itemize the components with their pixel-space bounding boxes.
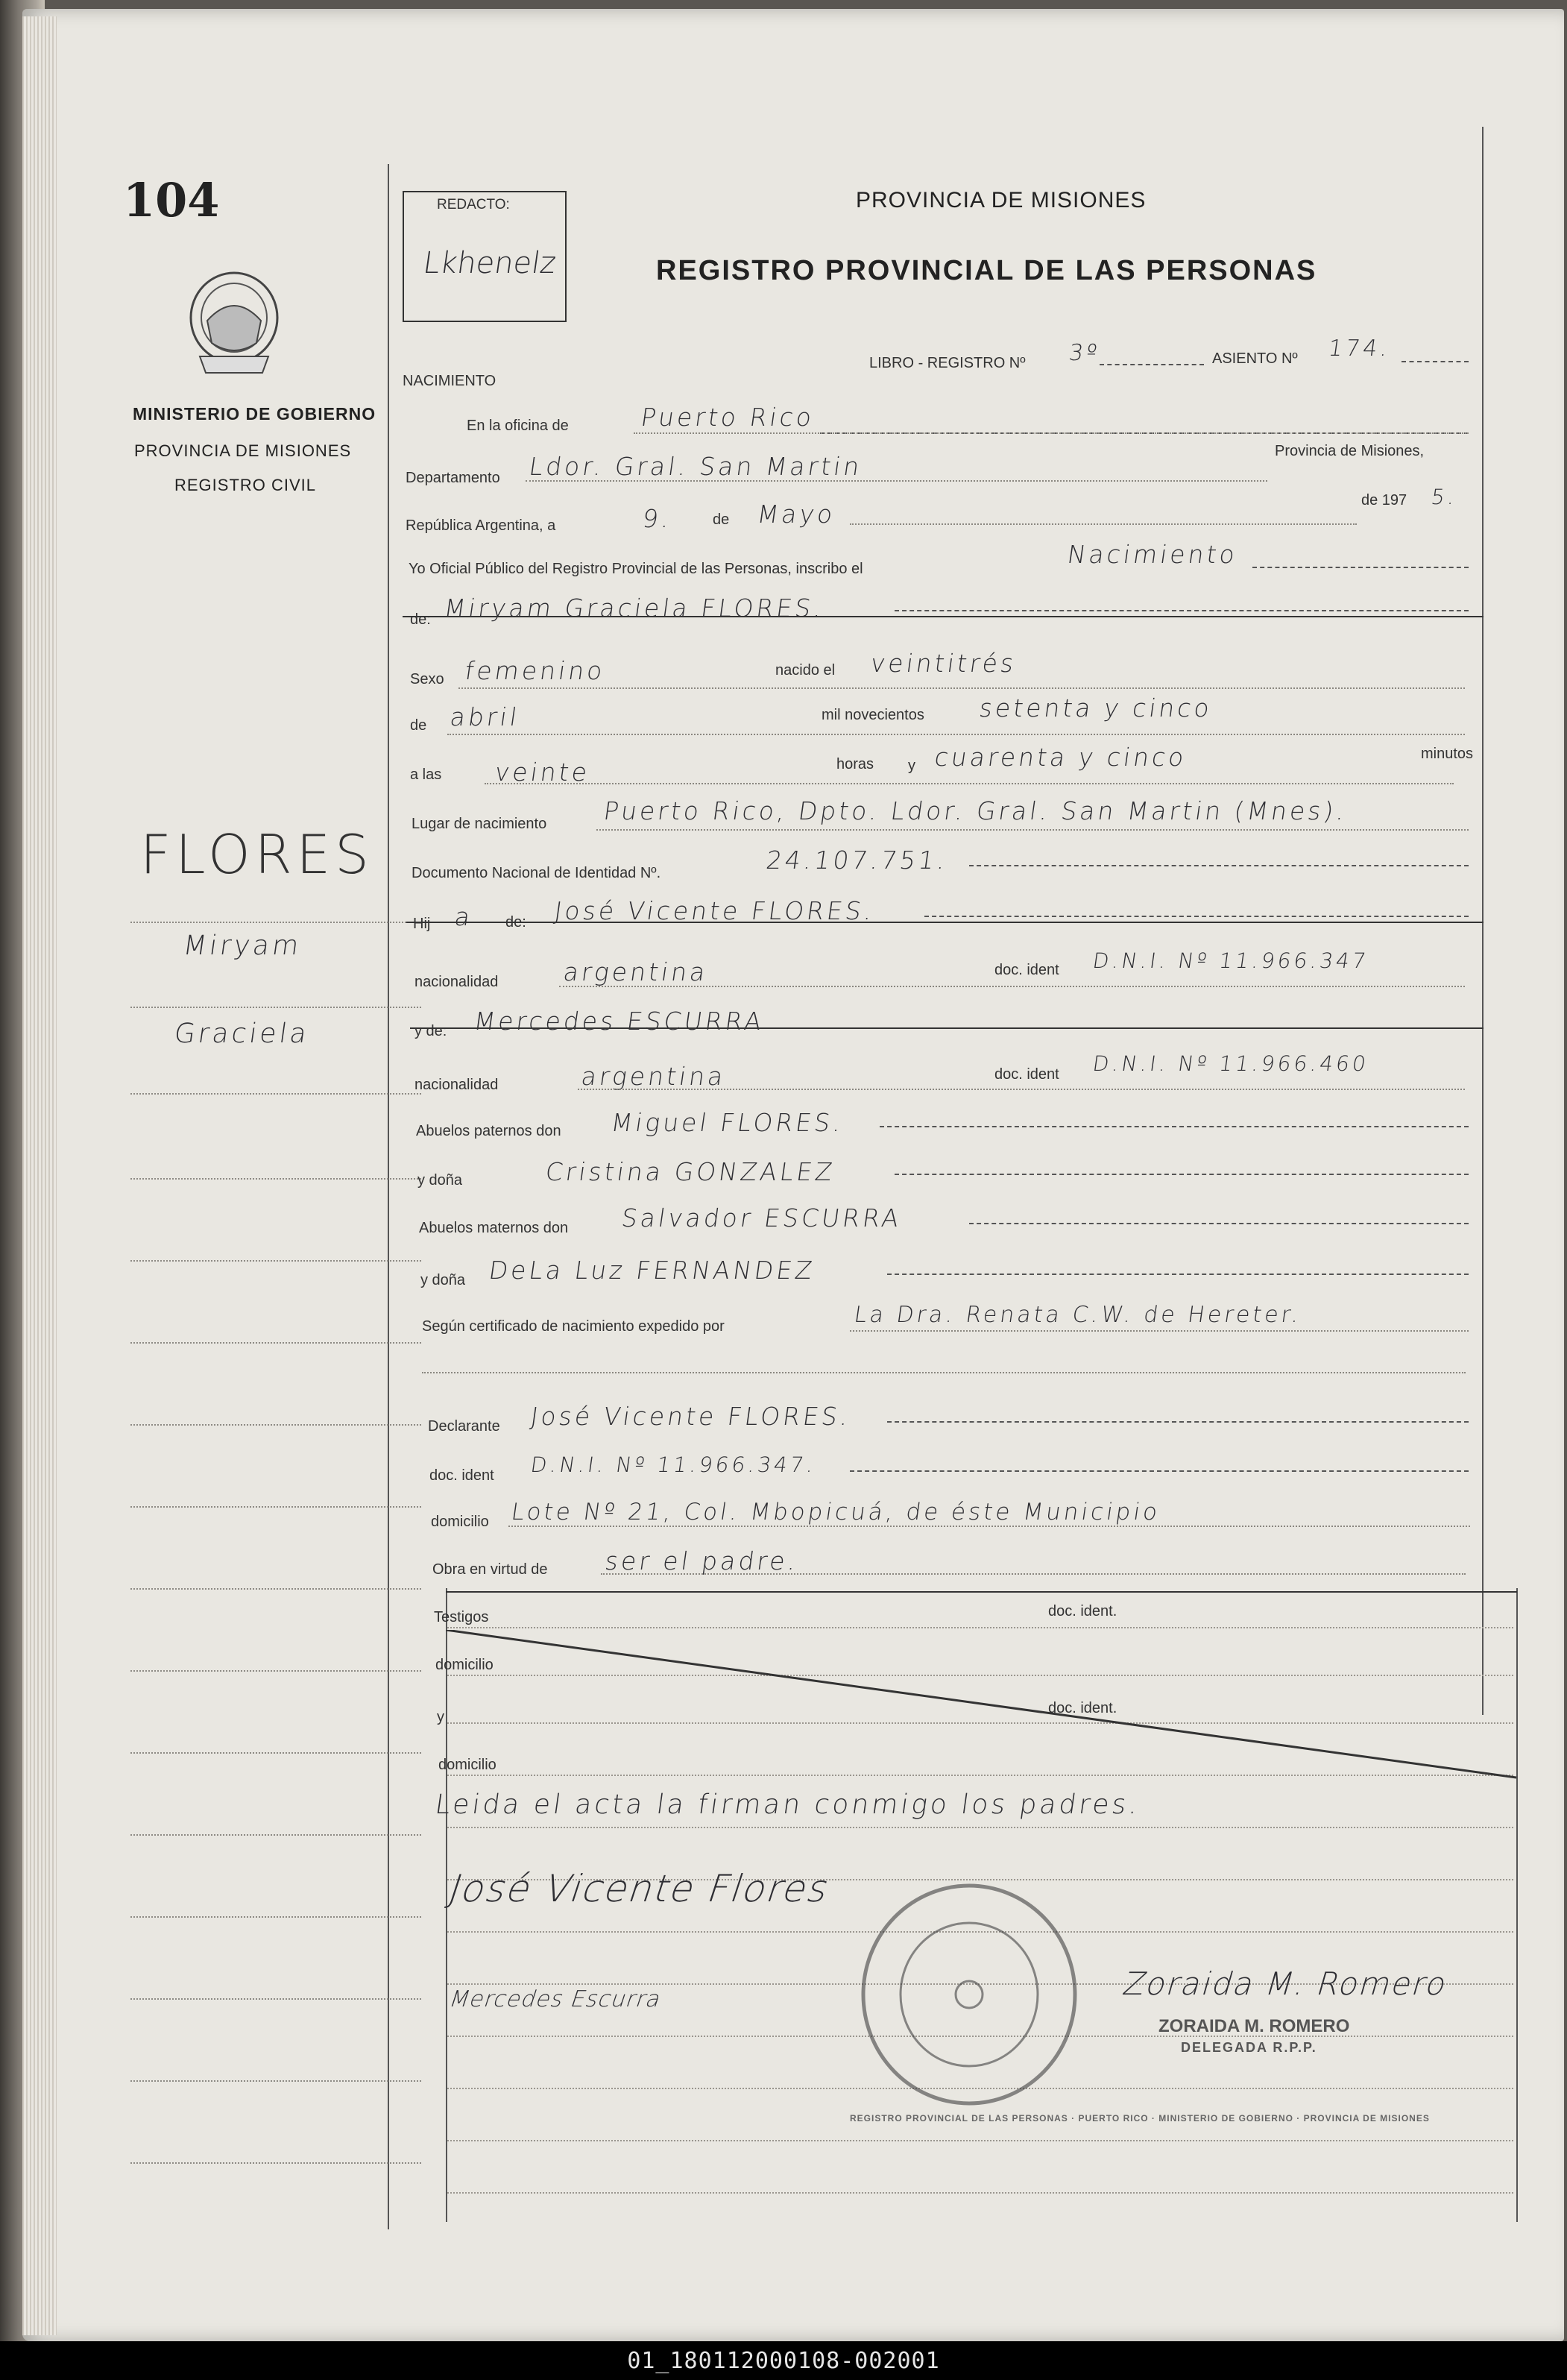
nacionalidad-madre: argentina	[579, 1062, 728, 1091]
row-underline	[403, 616, 1484, 617]
province-header: PROVINCIA DE MISIONES	[856, 188, 1147, 212]
horas-value: veinte	[493, 758, 592, 787]
margin-line	[130, 1670, 421, 1672]
domicilio-label: domicilio	[435, 1657, 494, 1673]
lugar-value: Puerto Rico, Dpto. Ldor. Gral. San Martin (Mnes).	[602, 796, 1349, 825]
row-dash	[887, 1421, 1469, 1423]
margin-line	[130, 1424, 421, 1426]
redacto-signature: Lkhenelz	[420, 246, 558, 280]
ministry-label: MINISTERIO DE GOBIERNO	[133, 404, 376, 424]
seal-text: REGISTRO PROVINCIAL DE LAS PERSONAS · PUERTO RICO · MINISTERIO DE GOBIERNO · PROVINCIA DE MISIONES	[850, 2113, 1430, 2124]
obra-label: Obra en virtud de	[432, 1561, 548, 1578]
nacido-label: nacido el	[775, 662, 836, 679]
libro-label: LIBRO - REGISTRO Nº	[869, 355, 1026, 371]
margin-line	[130, 1093, 421, 1095]
redacto-label: REDACTO:	[437, 197, 510, 212]
testigos-doc-label-2: doc. ident.	[1048, 1700, 1117, 1716]
sexo-label: Sexo	[410, 671, 444, 687]
nacido-value: veintitrés	[868, 649, 1019, 678]
document-title: REGISTRO PROVINCIAL DE LAS PERSONAS	[656, 255, 1317, 286]
row-line	[508, 1526, 1470, 1527]
de-label: de:	[410, 611, 431, 628]
asiento-label: ASIENTO Nº	[1212, 350, 1298, 367]
row-dash	[895, 1174, 1469, 1175]
hijo-de-label: de:	[505, 914, 526, 931]
bottom-line	[447, 2140, 1513, 2141]
row-dash	[887, 1274, 1469, 1275]
row-underline	[406, 922, 1484, 923]
frame-right	[1482, 127, 1484, 1715]
oficina-label: En la oficina de	[467, 418, 569, 434]
row-dash	[895, 610, 1469, 611]
obra-value: ser el padre.	[603, 1546, 801, 1575]
official-seal-icon	[857, 1883, 1081, 2106]
anio-value: 5.	[1429, 485, 1460, 509]
margin-line	[130, 1178, 421, 1180]
margin-line	[130, 1588, 421, 1590]
dni-label: Documento Nacional de Identidad Nº.	[412, 865, 661, 881]
doc-madre: D.N.I. Nº 11.966.460	[1091, 1051, 1371, 1076]
dni-value: 24.107.751.	[764, 846, 950, 875]
row-line	[526, 480, 1267, 482]
y-label: y	[437, 1709, 444, 1725]
minutos-value: cuarenta y cinco	[933, 743, 1189, 772]
registry-label: REGISTRO CIVIL	[174, 476, 317, 494]
asiento-value: 174.	[1326, 336, 1393, 362]
row-line	[458, 687, 1465, 689]
domicilio-label: domicilio	[431, 1514, 489, 1530]
signature-mother: Mercedes Escurra	[446, 1986, 666, 2012]
mes-value: Mayo	[755, 500, 838, 529]
departamento-value: Ldor. Gral. San Martin	[527, 452, 865, 481]
de-label: de	[713, 511, 730, 528]
row-line	[578, 1089, 1465, 1090]
abuelos-paternos-label: Abuelos paternos don	[416, 1123, 561, 1139]
dia-value: 9.	[640, 504, 675, 533]
y-dona-label: y doña	[420, 1272, 466, 1288]
doc-declarante-label: doc. ident	[429, 1467, 494, 1484]
margin-second-name: Graciela	[172, 1019, 312, 1049]
row-line	[422, 1372, 1466, 1373]
margin-line	[130, 1752, 421, 1754]
row-dash	[969, 865, 1469, 866]
abuelo-paterno: Miguel FLORES.	[609, 1108, 846, 1137]
asiento-dash	[1402, 361, 1469, 362]
domicilio-label: domicilio	[438, 1757, 496, 1773]
inscribo-label: Yo Oficial Público del Registro Provincial de las Personas, inscribo el	[409, 561, 863, 577]
frame-left	[388, 164, 389, 2229]
declarante-label: Declarante	[428, 1418, 500, 1435]
margin-line	[130, 1260, 421, 1262]
y-de-label: y de:	[414, 1023, 447, 1039]
section-label: NACIMIENTO	[403, 373, 496, 389]
certificado-value: La Dra. Renata C.W. de Hereter.	[852, 1302, 1304, 1328]
row-dash	[1252, 567, 1469, 568]
row-line	[485, 783, 1454, 784]
row-line	[601, 1573, 1466, 1575]
testigos-doc-label: doc. ident.	[1048, 1603, 1117, 1619]
y-label: y	[908, 758, 915, 774]
row-line	[634, 432, 1469, 434]
abuelos-maternos-label: Abuelos maternos don	[419, 1220, 569, 1236]
row-line	[850, 523, 1357, 525]
libro-value: 3º	[1067, 340, 1102, 366]
page-number: 104	[123, 173, 220, 227]
hijo-label: Hij	[413, 916, 431, 932]
registrar-name: ZORAIDA M. ROMERO	[1158, 2016, 1350, 2036]
domicilio-value: Lote Nº 21, Col. Mbopicuá, de éste Municipio	[509, 1499, 1162, 1526]
margin-line	[130, 1506, 421, 1508]
anio-nac-value: setenta y cinco	[977, 693, 1214, 722]
testigos-line	[447, 1627, 1513, 1628]
libro-dash	[1100, 364, 1204, 365]
margin-line	[130, 922, 421, 923]
signature-father: José Vicente Flores	[443, 1867, 837, 1910]
horas-label: horas	[836, 756, 874, 772]
row-line	[596, 829, 1469, 831]
margin-line	[130, 1834, 421, 1836]
margin-surname: FLORES	[140, 823, 373, 886]
closing-line	[447, 1827, 1513, 1828]
margin-line	[130, 1916, 421, 1918]
testigos-label: Testigos	[434, 1609, 489, 1625]
doc-declarante: D.N.I. Nº 11.966.347.	[529, 1452, 818, 1477]
nacionalidad-label: nacionalidad	[414, 1077, 499, 1093]
anio-label: de 197	[1361, 492, 1407, 509]
registrar-title: DELEGADA R.P.P.	[1181, 2040, 1317, 2055]
nombre-value: Miryam Graciela FLORES.	[442, 594, 827, 623]
abuelo-materno: Salvador ESCURRA	[619, 1203, 904, 1232]
de-label: de	[410, 717, 427, 734]
lugar-label: Lugar de nacimiento	[412, 816, 547, 832]
nacionalidad-label: nacionalidad	[414, 974, 499, 990]
padre-value: José Vicente FLORES.	[552, 896, 877, 925]
declarante-value: José Vicente FLORES.	[529, 1402, 854, 1431]
republica-label: República Argentina, a	[406, 517, 556, 534]
cancel-diagonal	[446, 1630, 1519, 1779]
inscribo-value: Nacimiento	[1065, 540, 1240, 569]
row-dash	[969, 1223, 1469, 1224]
madre-value: Mercedes ESCURRA	[472, 1007, 766, 1036]
coat-of-arms-icon	[185, 268, 283, 380]
hijo-suffix: a	[453, 902, 475, 931]
bottom-line	[447, 2192, 1513, 2194]
doc-label: doc. ident	[994, 962, 1059, 978]
row-dash	[880, 1126, 1469, 1127]
row-underline	[410, 1027, 1484, 1029]
abuela-materna: DeLa Luz FERNANDEZ	[487, 1256, 817, 1285]
doc-padre: D.N.I. Nº 11.966.347	[1091, 948, 1371, 973]
nacionalidad-padre: argentina	[561, 957, 710, 986]
row-line	[559, 986, 1465, 987]
oficina-value: Puerto Rico	[639, 403, 816, 432]
row-line	[850, 1330, 1469, 1332]
certificado-label: Según certificado de nacimiento expedido por	[422, 1318, 725, 1335]
mes-nac-value: abril	[448, 702, 522, 731]
y-dona-label: y doña	[417, 1172, 463, 1189]
abuela-paterna: Cristina GONZALEZ	[543, 1157, 837, 1186]
testigos-top-line	[446, 1591, 1517, 1593]
row-dash	[850, 1470, 1469, 1472]
image-id-footer: 01_180112000108-002001	[0, 2341, 1567, 2380]
a-las-label: a las	[410, 766, 442, 783]
sexo-value: femenino	[463, 656, 608, 685]
closing-text: Leida el acta la firman conmigo los padres.	[433, 1789, 1143, 1820]
row-dash	[924, 916, 1469, 917]
province-label: PROVINCIA DE MISIONES	[134, 441, 352, 460]
margin-line	[130, 1342, 421, 1344]
signature-registrar: Zoraida M. Romero	[1118, 1965, 1453, 2002]
mil-label: mil novecientos	[822, 707, 924, 723]
provincia-label: Provincia de Misiones,	[1275, 443, 1425, 459]
departamento-label: Departamento	[406, 470, 500, 486]
page-stack-edge	[22, 16, 57, 2335]
margin-first-name: Miryam	[181, 931, 304, 961]
row-line	[447, 734, 1465, 735]
margin-line	[130, 1007, 421, 1008]
minutos-label: minutos	[1421, 746, 1474, 762]
margin-line	[130, 2080, 421, 2082]
margin-line	[130, 1998, 421, 2000]
doc-label: doc. ident	[994, 1066, 1059, 1083]
margin-line	[130, 2162, 421, 2164]
